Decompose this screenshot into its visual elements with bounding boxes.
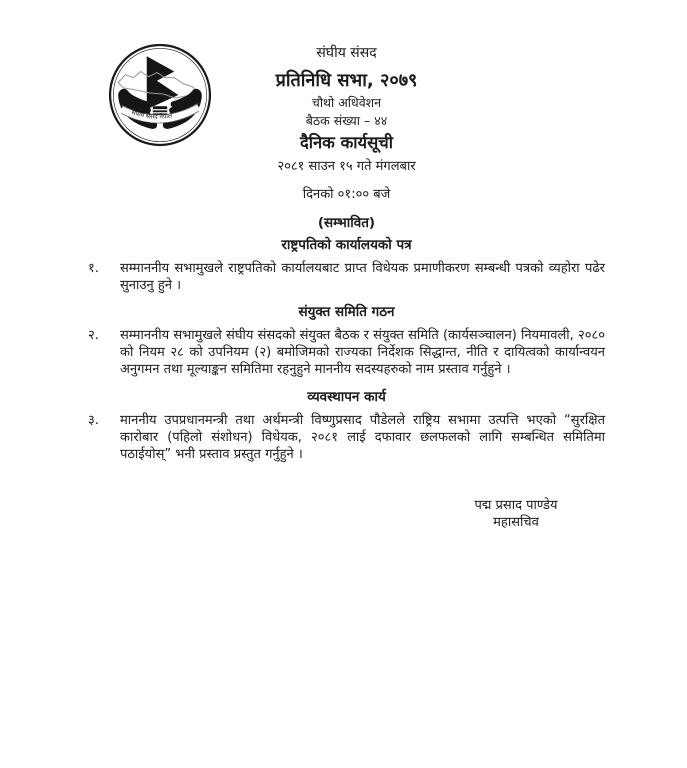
item-text: सम्माननीय सभामुखले संघीय संसदको संयुक्त बैठक र संयुक्त समिति (कार्यसञ्चालन) नियमावली, २०८० को नियम २८ को उपनियम (२) बमोजिमको राज्यका निर्देशक सिद्धान्त, नीति र दायित्वको कार्यान्वयन अनुगमन तथा मूल्याङ्कन समितिमा रहनुहुने माननीय सदस्यहरुको नाम प्रस्ताव गर्नुहुने । bbox=[120, 328, 605, 377]
section-heading-legislative-business: व्यवस्थापन कार्य bbox=[307, 389, 386, 405]
item-number: १. bbox=[88, 261, 99, 276]
time-line: दिनको ०१:०० बजे bbox=[302, 187, 391, 202]
org-name: संघीय संसद bbox=[316, 45, 377, 61]
tentative-note: (सम्भावित) bbox=[317, 215, 376, 231]
house-title: प्रतिनिधि सभा, २०७९ bbox=[275, 70, 418, 91]
document-body bbox=[88, 45, 605, 473]
item-number: ३. bbox=[88, 413, 99, 428]
agenda-item-2 bbox=[88, 327, 605, 378]
agenda-item-1 bbox=[88, 260, 605, 294]
emblem-banner-text: संघीय संसद नेपाल bbox=[130, 108, 173, 121]
agenda-item-3 bbox=[88, 412, 605, 463]
session-line: चौथो अधिवेशन bbox=[311, 95, 382, 110]
doc-title: दैनिक कार्यसूची bbox=[299, 133, 394, 152]
section-heading-president-letter: राष्ट्रपतिको कार्यालयको पत्र bbox=[281, 237, 412, 253]
date-line: २०८१ साउन १५ गते मंगलबार bbox=[277, 159, 416, 174]
signature-block bbox=[425, 497, 607, 531]
meeting-number: बैठक संख्या – ४४ bbox=[305, 113, 388, 128]
item-text: माननीय उपप्रधानमन्त्री तथा अर्थमन्त्री विष्णुप्रसाद पौडेलले राष्ट्रिय सभामा उत्पत्ति भएको “सुरक्षित कारोबार (पहिलो संशोधन) विधेयक, २०८१ लाई दफावार छलफलको लागि सम्बन्धित समितिमा पठाईयोस्” भनी प्रस्ताव प्रस्तुत गर्नुहुने । bbox=[120, 413, 605, 462]
section-heading-joint-committee: संयुक्त समिति गठन bbox=[298, 304, 395, 320]
signatory-title: महासचिव bbox=[493, 515, 539, 530]
item-number: २. bbox=[88, 328, 99, 343]
item-text: सम्माननीय सभामुखले राष्ट्रपतिको कार्यालयबाट प्राप्त विधेयक प्रमाणीकरण सम्बन्धी पत्रको व्यहोरा पढेर सुनाउनु हुने । bbox=[120, 261, 605, 293]
signatory-name: पद्म प्रसाद पाण्डेय bbox=[474, 498, 558, 513]
